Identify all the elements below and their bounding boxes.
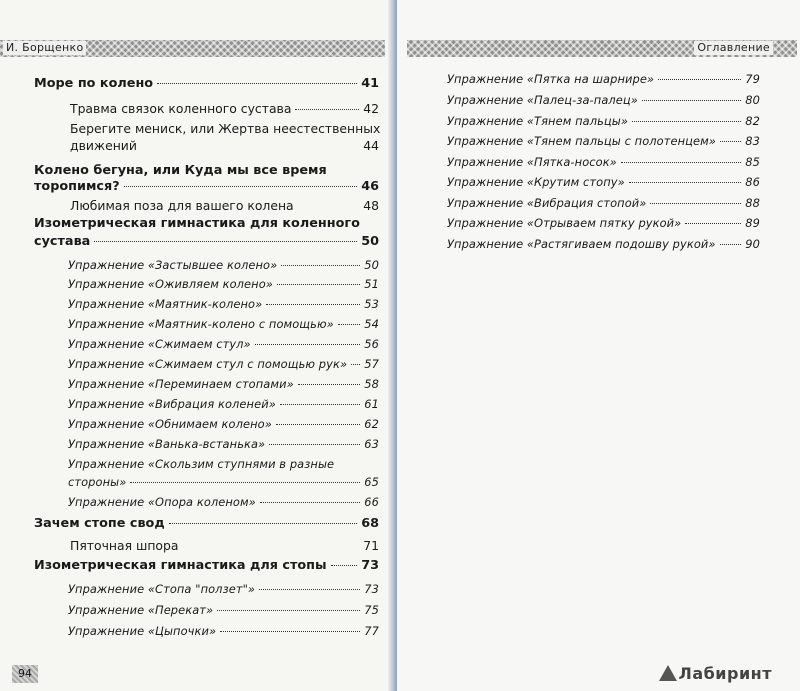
toc-entry[interactable] <box>447 196 760 210</box>
toc-page: 68 <box>361 516 379 531</box>
dot-leader <box>720 244 742 245</box>
toc-title: Упражнение «Вибрация стопой» <box>447 196 647 210</box>
toc-title: сустава <box>34 234 91 249</box>
left-toc <box>0 0 397 691</box>
toc-title: Зачем стопе свод <box>34 516 165 531</box>
toc-entry[interactable] <box>70 538 379 553</box>
dot-leader <box>351 364 360 365</box>
dot-leader <box>266 304 360 305</box>
toc-page: 85 <box>745 155 760 169</box>
toc-title: Упражнение «Оживляем колено» <box>68 277 273 291</box>
dot-leader <box>338 324 361 325</box>
dot-leader <box>269 444 360 445</box>
toc-page: 51 <box>364 277 379 291</box>
toc-title: Упражнение «Ванька-встанька» <box>68 437 266 451</box>
toc-page: 63 <box>364 437 379 451</box>
right-page <box>397 0 800 691</box>
toc-entry[interactable] <box>447 93 760 107</box>
toc-entry[interactable] <box>70 101 379 116</box>
section-header: Оглавление <box>694 41 773 55</box>
toc-title: Море по колено <box>34 76 154 91</box>
toc-page: 62 <box>364 417 379 431</box>
toc-entry[interactable] <box>68 495 379 509</box>
toc-title: Упражнение «Обнимаем колено» <box>68 417 272 431</box>
toc-page: 73 <box>364 582 379 596</box>
toc-entry[interactable] <box>447 72 760 86</box>
toc-page: 80 <box>745 93 760 107</box>
toc-title-line: Берегите мениск, или Жертва неестественных <box>70 121 381 136</box>
toc-title: Упражнение «Переминаем стопами» <box>68 377 294 391</box>
toc-page: 50 <box>361 234 379 249</box>
toc-page: 90 <box>745 237 760 251</box>
toc-entry[interactable] <box>70 198 379 213</box>
toc-title: Упражнение «Сжимаем стул» <box>68 337 251 351</box>
toc-title: Упражнение «Тянем пальцы» <box>447 114 629 128</box>
toc-entry[interactable] <box>68 624 379 638</box>
toc-page: 83 <box>745 134 760 148</box>
toc-title: Упражнение «Тянем пальцы с полотенцем» <box>447 134 716 148</box>
toc-page: 54 <box>364 317 379 331</box>
dot-leader <box>298 384 361 385</box>
toc-page: 88 <box>745 196 760 210</box>
toc-page: 42 <box>363 101 379 116</box>
toc-title: Упражнение «Маятник-колено» <box>68 297 263 311</box>
toc-page: 50 <box>364 258 379 272</box>
toc-title: Травма связок коленного сустава <box>70 101 292 116</box>
labirint-logo <box>659 664 772 683</box>
dot-leader <box>642 100 741 101</box>
toc-entry[interactable] <box>34 558 379 573</box>
toc-title: Упражнение «Перекат» <box>68 603 214 617</box>
toc-page: 77 <box>364 624 379 638</box>
toc-page: 73 <box>361 558 379 573</box>
toc-page: 61 <box>364 397 379 411</box>
dot-leader <box>621 162 741 163</box>
dot-leader <box>130 482 360 483</box>
toc-entry[interactable] <box>34 516 379 531</box>
toc-entry[interactable] <box>68 417 379 431</box>
dot-leader <box>220 631 360 632</box>
toc-page: 82 <box>745 114 760 128</box>
toc-entry[interactable] <box>447 114 760 128</box>
logo-text: Лабиринт <box>678 664 772 683</box>
toc-title: Упражнение «Опора коленом» <box>68 495 256 509</box>
toc-page: 58 <box>364 377 379 391</box>
dot-leader <box>94 241 357 242</box>
toc-title: Упражнение «Сжимаем стул с помощью рук» <box>68 357 348 371</box>
toc-title: Упражнение «Крутим стопу» <box>447 175 625 189</box>
toc-title: Упражнение «Цыпочки» <box>68 624 217 638</box>
dot-leader <box>260 502 360 503</box>
toc-title: Изометрическая гимнастика для стопы <box>34 558 327 573</box>
toc-entry[interactable] <box>70 138 379 153</box>
right-toc <box>397 0 800 691</box>
toc-page: 65 <box>364 475 379 489</box>
toc-page: 57 <box>364 357 379 371</box>
toc-entry[interactable] <box>447 237 760 251</box>
dot-leader <box>650 203 741 204</box>
toc-entry[interactable] <box>68 337 379 351</box>
dot-leader <box>124 186 358 187</box>
toc-title: Пяточная шпора <box>70 538 179 553</box>
toc-title-line: Упражнение «Скользим ступнями в разные <box>68 457 335 471</box>
toc-entry[interactable] <box>68 603 379 617</box>
toc-title-line: Изометрическая гимнастика для коленного <box>34 216 360 231</box>
toc-page: 44 <box>363 138 379 153</box>
toc-title: Упражнение «Пятка на шарнире» <box>447 72 655 86</box>
toc-entry[interactable] <box>68 317 379 331</box>
toc-title: движений <box>70 138 137 153</box>
dot-leader <box>632 121 741 122</box>
toc-page: 79 <box>745 72 760 86</box>
toc-entry[interactable] <box>68 582 379 596</box>
toc-entry[interactable] <box>68 475 379 489</box>
dot-leader <box>255 344 361 345</box>
left-page <box>0 0 397 691</box>
toc-entry[interactable] <box>447 134 760 148</box>
toc-title: Упражнение «Стопа "ползет"» <box>68 582 256 596</box>
dot-leader <box>280 404 360 405</box>
toc-page: 41 <box>361 76 379 91</box>
toc-entry[interactable] <box>68 297 379 311</box>
toc-entry[interactable] <box>34 76 379 91</box>
toc-page: 71 <box>363 538 379 553</box>
author-name: И. Борщенко <box>3 41 86 55</box>
toc-entry[interactable] <box>34 234 379 249</box>
dot-leader <box>658 79 741 80</box>
toc-title: торопимся? <box>34 179 120 194</box>
toc-entry[interactable] <box>447 155 760 169</box>
dot-leader <box>281 265 360 266</box>
toc-page: 66 <box>364 495 379 509</box>
toc-page: 48 <box>363 198 379 213</box>
dot-leader <box>169 523 358 524</box>
toc-page: 53 <box>364 297 379 311</box>
dot-leader <box>259 589 360 590</box>
toc-entry[interactable] <box>68 397 379 411</box>
toc-title: Упражнение «Палец-за-палец» <box>447 93 638 107</box>
toc-title: Упражнение «Растягиваем подошву рукой» <box>447 237 716 251</box>
toc-page: 56 <box>364 337 379 351</box>
toc-page: 86 <box>745 175 760 189</box>
toc-title-line: Колено бегуна, или Куда мы все время <box>34 163 327 178</box>
dot-leader <box>277 284 360 285</box>
toc-entry[interactable] <box>68 357 379 371</box>
toc-title: Упражнение «Пятка-носок» <box>447 155 617 169</box>
toc-entry[interactable] <box>68 377 379 391</box>
dot-leader <box>276 424 360 425</box>
logo-mark-icon <box>659 665 677 681</box>
toc-title: Упражнение «Вибрация коленей» <box>68 397 276 411</box>
toc-page: 75 <box>364 603 379 617</box>
toc-page: 46 <box>361 179 379 194</box>
dot-leader <box>217 610 360 611</box>
toc-entry[interactable] <box>447 216 760 230</box>
dot-leader <box>295 109 359 110</box>
toc-entry[interactable] <box>68 437 379 451</box>
toc-entry[interactable] <box>447 175 760 189</box>
toc-entry[interactable] <box>68 277 379 291</box>
toc-title: стороны» <box>68 475 127 489</box>
toc-page: 89 <box>745 216 760 230</box>
page-number-badge: 94 <box>12 665 38 683</box>
toc-entry[interactable] <box>34 179 379 194</box>
toc-title: Упражнение «Отрываем пятку рукой» <box>447 216 682 230</box>
dot-leader <box>685 223 741 224</box>
dot-leader <box>629 182 742 183</box>
toc-title: Упражнение «Застывшее колено» <box>68 258 278 272</box>
toc-title: Упражнение «Маятник-колено с помощью» <box>68 317 334 331</box>
dot-leader <box>157 83 357 84</box>
toc-entry[interactable] <box>68 258 379 272</box>
dot-leader <box>331 565 358 566</box>
dot-leader <box>720 141 741 142</box>
toc-title: Любимая поза для вашего колена <box>70 198 294 213</box>
